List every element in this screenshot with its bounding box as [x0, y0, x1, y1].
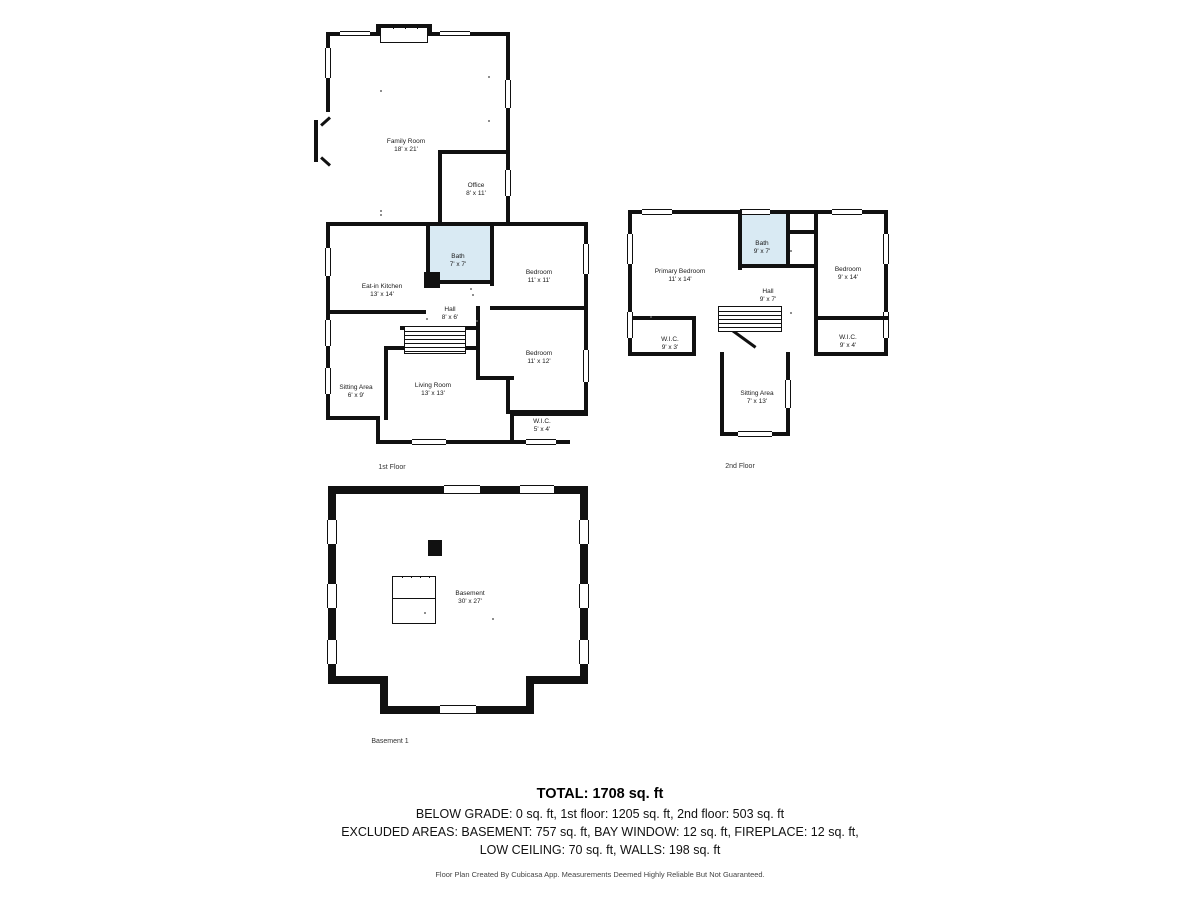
- entry-wall: [428, 24, 432, 34]
- room-label-hall: Hall 8' x 6': [441, 306, 459, 322]
- window: [505, 170, 511, 196]
- room-label-bedroom-2: Bedroom 11' x 12': [525, 350, 553, 366]
- exterior-wall: [818, 352, 888, 356]
- bedroom-1-area: [494, 222, 588, 310]
- support-column: [428, 540, 442, 556]
- below-grade-line: BELOW GRADE: 0 sq. ft, 1st floor: 1205 sq. ft, 2nd floor: 503 sq. ft: [415, 807, 785, 821]
- exterior-wall: [720, 352, 724, 436]
- window: [325, 320, 331, 346]
- interior-wall: [438, 150, 508, 154]
- window: [740, 209, 770, 215]
- basement-plan: [320, 480, 600, 760]
- interior-wall: [326, 222, 506, 226]
- exterior-wall: [376, 418, 380, 444]
- interior-wall: [326, 310, 426, 314]
- window: [444, 485, 480, 494]
- room-label-hall-2: Hall 9' x 7': [759, 288, 777, 304]
- window: [579, 584, 589, 608]
- interior-wall: [508, 410, 584, 414]
- window: [583, 244, 589, 274]
- window: [412, 439, 446, 445]
- window: [785, 380, 791, 408]
- window: [627, 234, 633, 264]
- floor-caption-second: 2nd Floor: [725, 463, 755, 470]
- window: [883, 234, 889, 264]
- exterior-wall: [506, 222, 588, 226]
- window: [505, 80, 511, 108]
- entry-stairs: [380, 27, 428, 43]
- room-label-primary-bedroom: Primary Bedroom 11' x 14': [654, 268, 706, 284]
- room-label-office: Office 8' x 11': [466, 182, 486, 198]
- second-floor-plan: [620, 200, 900, 480]
- room-label-bedroom-3: Bedroom 9' x 14': [834, 266, 862, 282]
- interior-wall: [490, 222, 494, 286]
- window: [579, 520, 589, 544]
- floor-caption-basement: Basement 1: [371, 738, 409, 745]
- window: [440, 31, 470, 36]
- window: [583, 350, 589, 382]
- bay-window-wall: [314, 120, 318, 162]
- room-label-family-room: Family Room 18' x 21': [386, 138, 426, 154]
- window: [325, 48, 331, 78]
- room-label-sitting-area-2: Sitting Area 7' x 13': [740, 390, 774, 406]
- room-label-basement: Basement 30' x 27': [455, 590, 485, 606]
- interior-wall: [738, 210, 742, 270]
- window: [327, 640, 337, 664]
- first-floor-plan: [320, 20, 600, 480]
- exterior-wall: [326, 416, 380, 420]
- interior-wall: [786, 264, 818, 268]
- window: [440, 705, 476, 714]
- interior-wall: [692, 316, 696, 356]
- interior-wall: [632, 316, 696, 320]
- window: [340, 31, 370, 36]
- area-summary: [0, 786, 1200, 859]
- interior-wall: [814, 210, 818, 356]
- room-label-bath-2: Bath 9' x 7': [753, 240, 771, 256]
- interior-wall: [438, 150, 442, 226]
- fireplace: [424, 272, 440, 288]
- room-label-wic-2: W.I.C. 9' x 3': [661, 336, 679, 352]
- room-label-bath: Bath 7' x 7': [449, 253, 467, 269]
- exterior-wall: [628, 352, 694, 356]
- low-ceiling-line: LOW CEILING: 70 sq. ft, WALLS: 198 sq. ft: [479, 843, 721, 858]
- window: [579, 640, 589, 664]
- interior-wall: [786, 210, 790, 266]
- window: [832, 209, 862, 215]
- window: [327, 520, 337, 544]
- floor-caption-first: 1st Floor: [378, 464, 406, 471]
- window: [520, 485, 554, 494]
- primary-bedroom-area: [632, 214, 740, 320]
- exterior-wall: [376, 440, 516, 444]
- excluded-areas-line: EXCLUDED AREAS: BASEMENT: 757 sq. ft, BAY WINDOW: 12 sq. ft, FIREPLACE: 12 sq. ft,: [341, 825, 859, 840]
- credit-text: Floor Plan Created By Cubicasa App. Measurements Deemed Highly Reliable But Not Guaranteed.: [435, 870, 765, 879]
- window: [325, 248, 331, 276]
- interior-wall: [738, 264, 790, 268]
- room-label-bedroom-1: Bedroom 11' x 11': [525, 269, 553, 285]
- window: [526, 439, 556, 445]
- exterior-wall: [526, 676, 588, 684]
- interior-wall: [506, 380, 510, 414]
- room-label-wic: W.I.C. 5' x 4': [533, 418, 551, 434]
- staircase: [392, 576, 436, 624]
- window: [738, 431, 772, 437]
- stair-rail: [392, 598, 436, 599]
- room-label-sitting-area: Sitting Area 6' x 9': [339, 384, 373, 400]
- window: [325, 368, 331, 394]
- interior-wall: [818, 316, 888, 320]
- bedroom-2-area: [480, 332, 588, 414]
- room-label-wic-3: W.I.C. 9' x 4': [839, 334, 857, 350]
- room-label-living-room: Living Room 13' x 13': [414, 382, 452, 398]
- window: [327, 584, 337, 608]
- interior-wall: [490, 306, 586, 310]
- exterior-wall: [328, 676, 388, 684]
- interior-wall: [476, 306, 480, 380]
- total-area: TOTAL: 1708 sq. ft: [536, 786, 664, 802]
- window: [642, 209, 672, 215]
- staircase: [718, 306, 782, 332]
- staircase: [404, 326, 466, 354]
- room-label-kitchen: Eat-in Kitchen 13' x 14': [361, 283, 403, 299]
- interior-wall: [384, 346, 388, 420]
